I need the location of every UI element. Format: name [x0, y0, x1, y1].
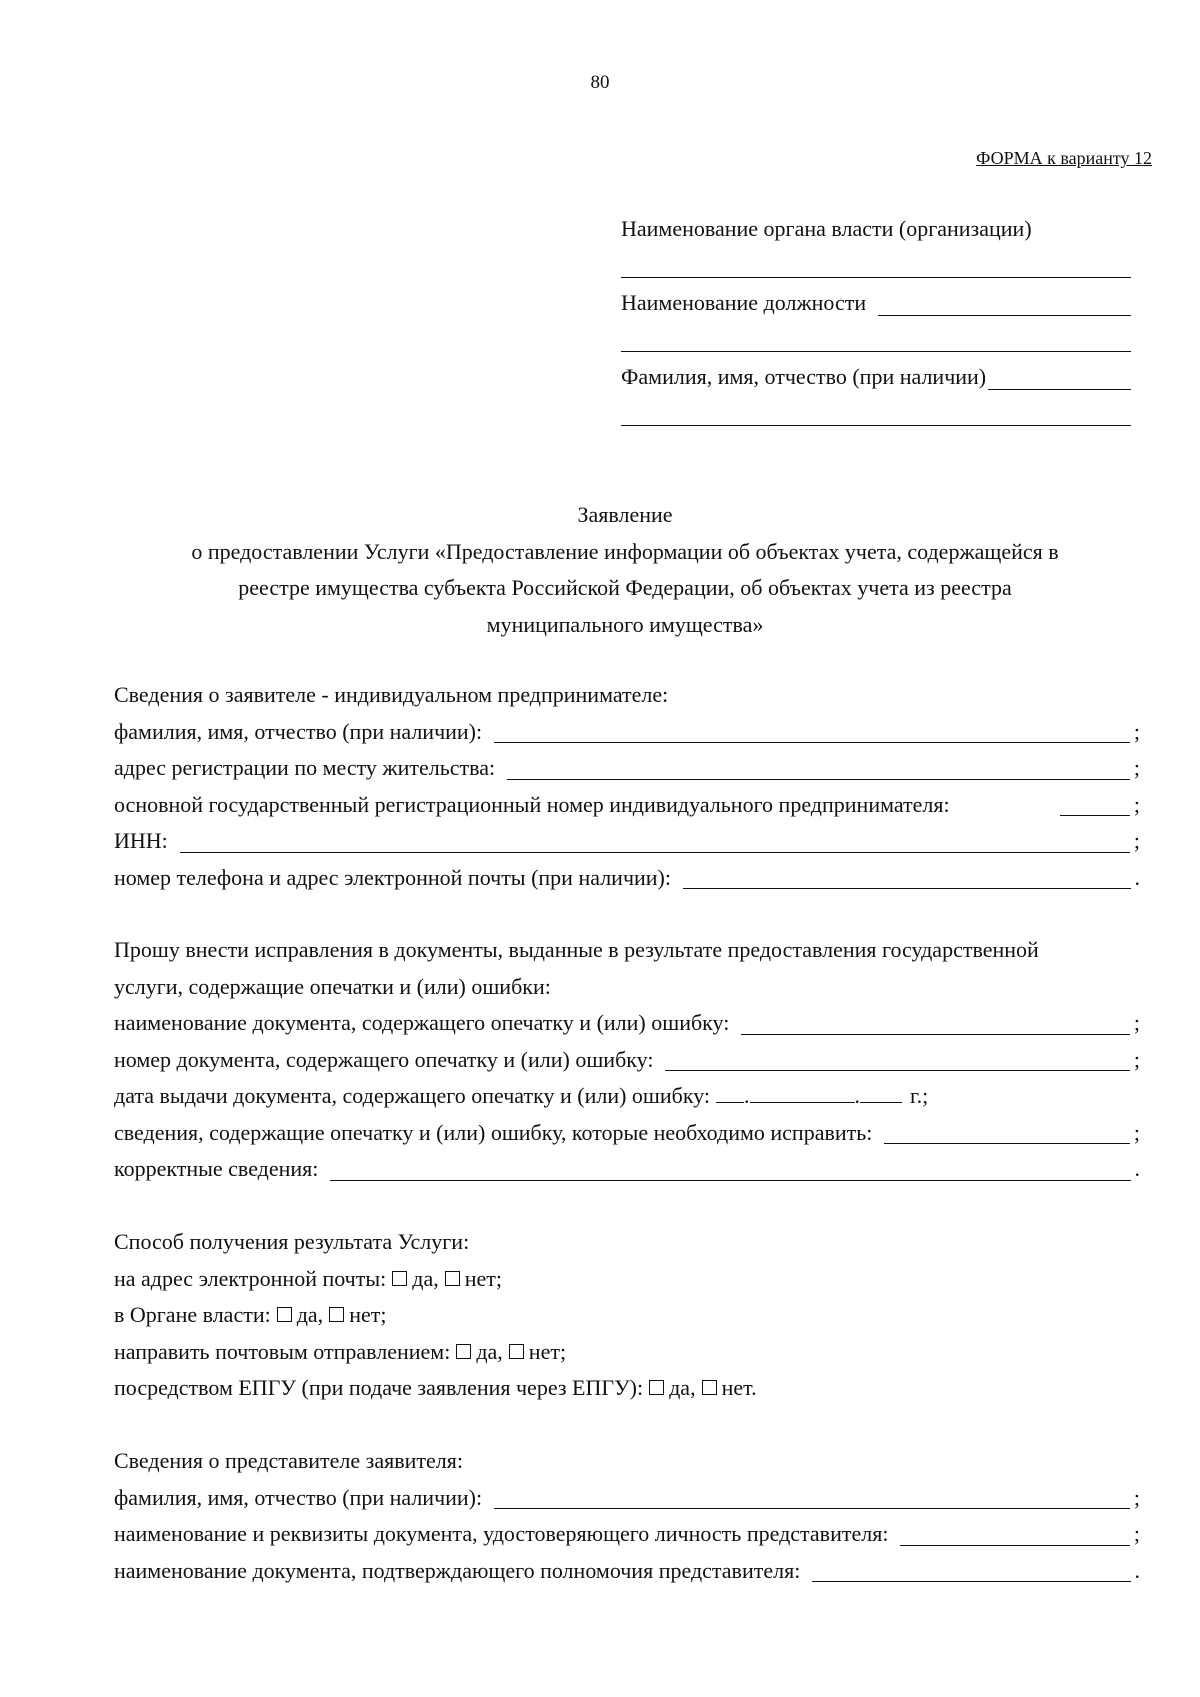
- applicant-contacts-row: [114, 860, 1140, 897]
- request-intro-row-1: [114, 932, 1140, 969]
- request-intro-row-2: [114, 969, 1140, 1006]
- delivery-heading: Способ получения результата Услуги:: [114, 1229, 470, 1254]
- representative-fio-label: фамилия, имя, отчество (при наличии):: [114, 1484, 483, 1510]
- applicant-fio-label: фамилия, имя, отчество (при наличии):: [114, 718, 483, 744]
- representative-authority-doc-row: [114, 1553, 1140, 1590]
- no-label: нет;: [349, 1302, 387, 1327]
- year-suffix: г.;: [910, 1083, 929, 1108]
- title-line-4: муниципального имущества»: [486, 611, 764, 637]
- doc-date-year-field[interactable]: [860, 1084, 902, 1103]
- semicolon: ;: [1133, 1119, 1140, 1145]
- title-line-3: реестре имущества субъекта Российской Федерации, об объектах учета из реестра: [238, 575, 1012, 600]
- delivery-epgu-row: [114, 1370, 1140, 1407]
- document-title: [110, 497, 1140, 643]
- authority-name-row: [621, 206, 1131, 242]
- doc-number-field[interactable]: [665, 1052, 1129, 1071]
- post-yes-checkbox[interactable]: [456, 1344, 471, 1359]
- addressee-block: [621, 206, 1131, 426]
- delivery-epgu-label: посредством ЕПГУ (при подаче заявления через ЕПГУ):: [114, 1375, 644, 1400]
- delivery-email-label: на адрес электронной почты:: [114, 1265, 387, 1291]
- title-line-1: Заявление: [577, 502, 673, 527]
- doc-date-row: [114, 1078, 1140, 1115]
- authority-name-label: Наименование органа власти (организации): [621, 216, 1032, 241]
- semicolon: ;: [1133, 718, 1140, 744]
- period: .: [1134, 1156, 1140, 1181]
- fio-row: [621, 354, 1131, 390]
- official-fio-label: Фамилия, имя, отчество (при наличии): [621, 364, 987, 389]
- authority-yes-checkbox[interactable]: [277, 1307, 292, 1322]
- yes-label: да,: [669, 1375, 696, 1400]
- applicant-inn-label: ИНН:: [114, 828, 168, 853]
- no-label: нет;: [464, 1265, 502, 1291]
- correct-info-label: корректные сведения:: [114, 1156, 319, 1181]
- semicolon: ;: [1133, 791, 1140, 817]
- authority-name-field[interactable]: [621, 242, 1131, 278]
- doc-name-row: [114, 1005, 1140, 1042]
- applicant-inn-field[interactable]: [180, 834, 1130, 853]
- applicant-section: [114, 677, 1140, 896]
- position-label: Наименование должности: [621, 290, 867, 315]
- position-extra-field[interactable]: [621, 316, 1131, 352]
- semicolon: ;: [1133, 755, 1140, 780]
- request-intro-line-2: услуги, содержащие опечатки и (или) ошибки:: [114, 973, 551, 999]
- doc-date-label: дата выдачи документа, содержащего опечатку и (или) ошибку:: [114, 1083, 711, 1108]
- applicant-address-field[interactable]: [507, 761, 1130, 780]
- date-dot: .: [854, 1083, 861, 1108]
- delivery-post-row: [114, 1334, 1140, 1371]
- representative-authority-doc-label: наименование документа, подтверждающего полномочия представителя:: [114, 1557, 801, 1583]
- representative-authority-doc-field[interactable]: [812, 1563, 1130, 1582]
- date-dot: .: [744, 1083, 750, 1108]
- errors-row: [114, 1115, 1140, 1152]
- representative-heading-row: [114, 1443, 1140, 1480]
- position-field[interactable]: [878, 293, 1131, 316]
- applicant-ogrnip-field[interactable]: [1060, 797, 1130, 816]
- semicolon: ;: [1133, 1010, 1140, 1035]
- correct-info-field[interactable]: [330, 1162, 1130, 1181]
- applicant-heading-row: [114, 677, 1140, 714]
- correction-request-section: [114, 932, 1140, 1188]
- yes-label: да,: [412, 1265, 439, 1291]
- representative-id-doc-label: наименование и реквизиты документа, удостоверяющего личность представителя:: [114, 1521, 889, 1546]
- request-intro-line-1: Прошу внести исправления в документы, выданные в результате предоставления государственной: [114, 937, 1039, 962]
- no-final-label: нет.: [721, 1375, 757, 1400]
- doc-date-month-field[interactable]: [750, 1084, 855, 1103]
- email-no-checkbox[interactable]: [445, 1271, 460, 1286]
- applicant-address-row: [114, 750, 1140, 787]
- applicant-heading: Сведения о заявителе - индивидуальном предпринимателе:: [114, 682, 669, 707]
- doc-number-row: [114, 1042, 1140, 1079]
- semicolon: ;: [1133, 1521, 1140, 1546]
- email-yes-checkbox[interactable]: [392, 1271, 407, 1286]
- errors-field[interactable]: [884, 1125, 1129, 1144]
- delivery-heading-row: [114, 1224, 1140, 1261]
- doc-date-day-field[interactable]: [716, 1084, 744, 1103]
- representative-heading: Сведения о представителе заявителя:: [114, 1448, 463, 1473]
- applicant-fio-field[interactable]: [494, 724, 1130, 743]
- official-fio-extra-field[interactable]: [621, 390, 1131, 426]
- period: .: [1134, 1557, 1140, 1583]
- no-label: нет;: [528, 1338, 567, 1364]
- delivery-authority-label: в Органе власти:: [114, 1302, 271, 1327]
- page-number: 80: [590, 72, 610, 93]
- delivery-email-row: [114, 1261, 1140, 1298]
- correct-info-row: [114, 1151, 1140, 1188]
- semicolon: ;: [1133, 828, 1140, 853]
- applicant-fio-row: [114, 714, 1140, 751]
- official-fio-field[interactable]: [988, 367, 1131, 390]
- authority-no-checkbox[interactable]: [329, 1307, 344, 1322]
- representative-fio-row: [114, 1480, 1140, 1517]
- doc-name-field[interactable]: [741, 1016, 1130, 1035]
- position-row: [621, 280, 1131, 316]
- delivery-post-label: направить почтовым отправлением:: [114, 1338, 451, 1364]
- yes-label: да,: [296, 1302, 324, 1327]
- epgu-yes-checkbox[interactable]: [649, 1380, 664, 1395]
- semicolon: ;: [1133, 1046, 1140, 1072]
- title-line-2: о предоставлении Услуги «Предоставление информации об объектах учета, содержащейся в: [191, 538, 1059, 564]
- post-no-checkbox[interactable]: [509, 1344, 524, 1359]
- delivery-method-section: [114, 1224, 1140, 1407]
- representative-id-doc-row: [114, 1516, 1140, 1553]
- yes-label: да,: [476, 1338, 503, 1364]
- representative-fio-field[interactable]: [494, 1490, 1130, 1509]
- form-reference: ФОРМА к варианту 12: [976, 148, 1152, 168]
- period: .: [1134, 864, 1140, 890]
- doc-number-label: номер документа, содержащего опечатку и (или) ошибку:: [114, 1046, 654, 1072]
- applicant-address-label: адрес регистрации по месту жительства:: [114, 755, 496, 780]
- doc-name-label: наименование документа, содержащего опечатку и (или) ошибку:: [114, 1010, 730, 1035]
- semicolon: ;: [1133, 1484, 1140, 1510]
- delivery-authority-row: [114, 1297, 1140, 1334]
- applicant-contacts-field[interactable]: [683, 870, 1131, 889]
- applicant-ogrnip-row: [114, 787, 1140, 824]
- applicant-contacts-label: номер телефона и адрес электронной почты (при наличии):: [114, 864, 671, 890]
- epgu-no-checkbox[interactable]: [702, 1380, 717, 1395]
- representative-id-doc-field[interactable]: [900, 1527, 1129, 1546]
- representative-section: [114, 1443, 1140, 1589]
- applicant-ogrnip-label: основной государственный регистрационный номер индивидуального предпринимателя:: [114, 791, 950, 817]
- applicant-inn-row: [114, 823, 1140, 860]
- errors-label: сведения, содержащие опечатку и (или) ошибку, которые необходимо исправить:: [114, 1119, 873, 1145]
